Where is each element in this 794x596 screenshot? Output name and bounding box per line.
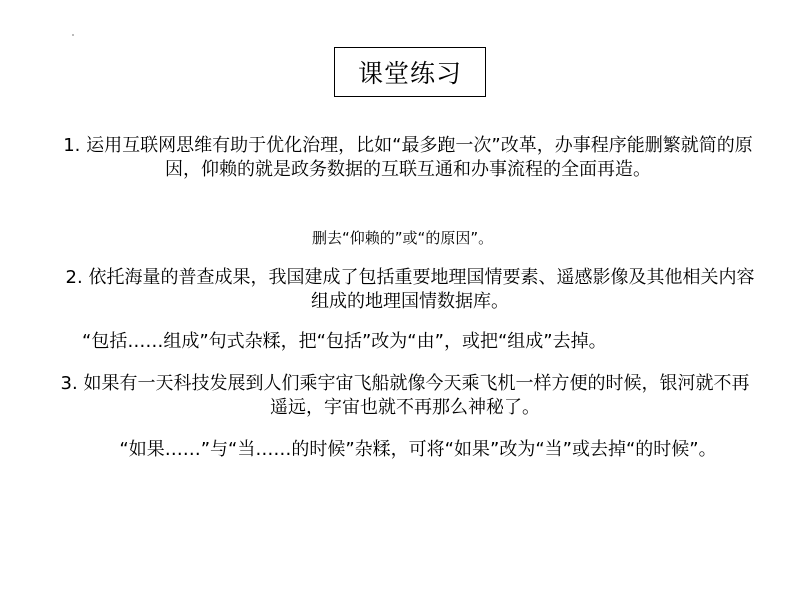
- question-1: 1. 运用互联网思维有助于优化治理，比如“最多跑一次”改革，办事程序能删繁就简的原因，仰赖的就是政务数据的互联互通和办事流程的全面再造。: [63, 135, 753, 180]
- answer-2: “包括……组成”句式杂糅，把“包括”改为“由”，或把“组成”去掉。: [82, 331, 607, 352]
- decorative-dot: [72, 34, 74, 36]
- question-3: 3. 如果有一天科技发展到人们乘宇宙飞船就像今天乘飞机一样方便的时候，银河就不再遥远，宇宙也就不再那么神秘了。: [60, 373, 750, 418]
- page-title: 课堂练习: [334, 47, 486, 97]
- question-2: 2. 依托海量的普查成果，我国建成了包括重要地理国情要素、遥感影像及其他相关内容组成的地理国情数据库。: [65, 267, 755, 312]
- answer-1: 删去“仰赖的”或“的原因”。: [312, 229, 494, 247]
- answer-3: “如果……”与“当……的时候”杂糅，可将“如果”改为“当”或去掉“的时候”。: [119, 439, 717, 460]
